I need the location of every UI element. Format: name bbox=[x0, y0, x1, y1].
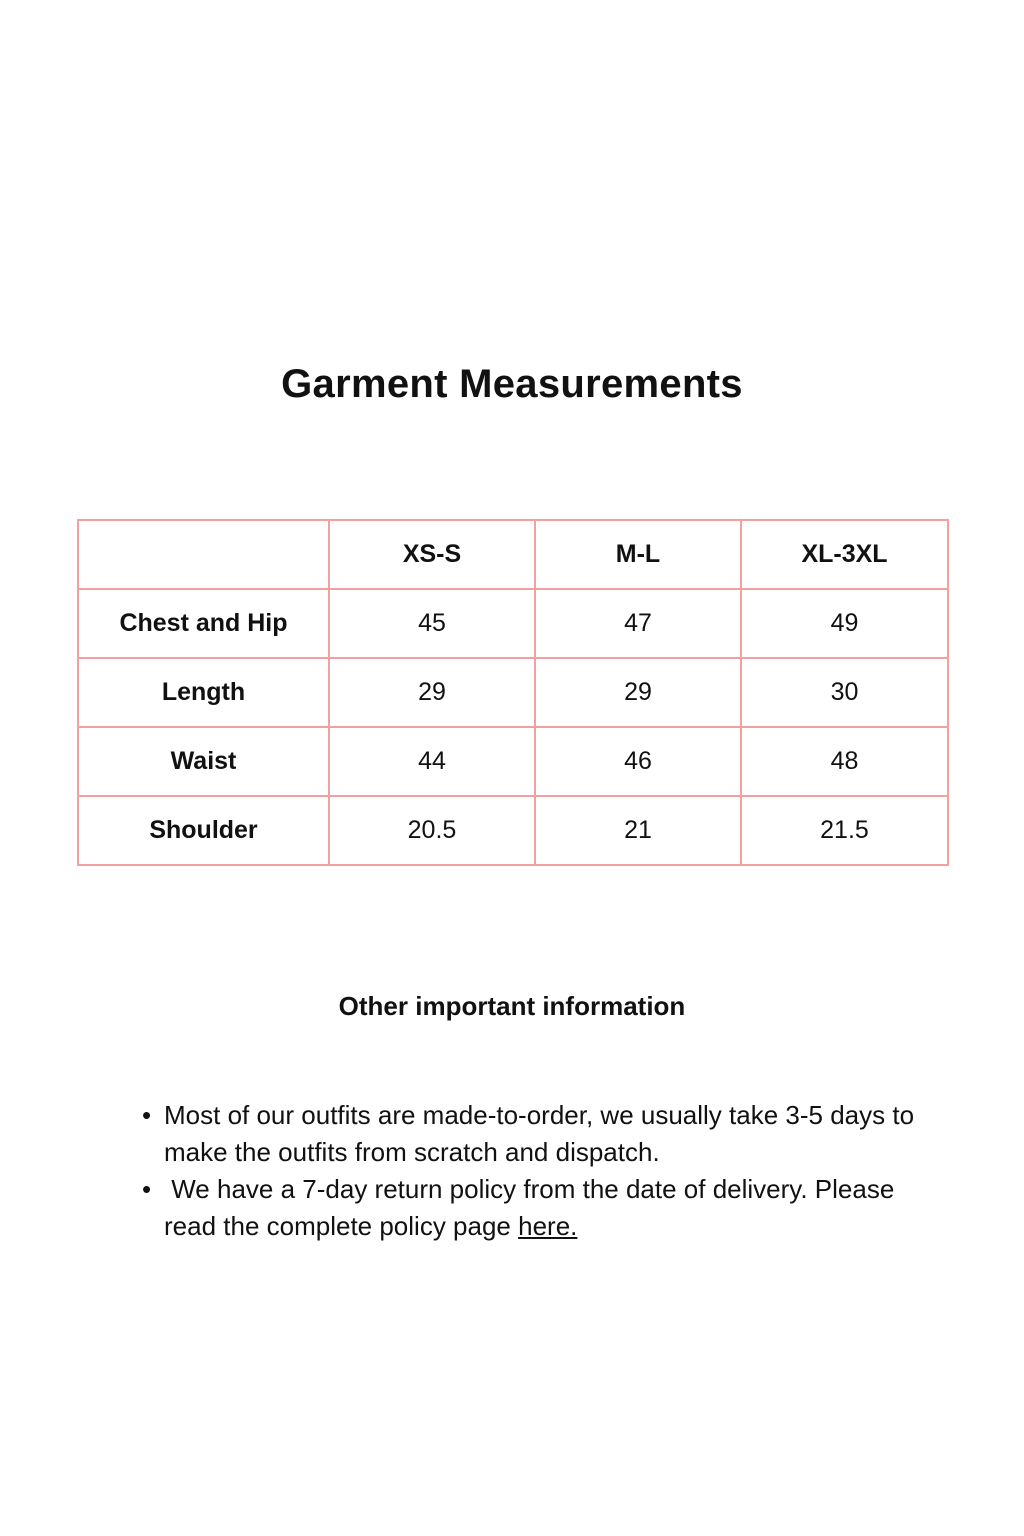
table-cell: 48 bbox=[741, 727, 948, 796]
table-cell: 21.5 bbox=[741, 796, 948, 865]
info-item-text: We have a 7-day return policy from the date of delivery. Please read the complete policy page bbox=[164, 1174, 902, 1241]
table-row bbox=[78, 727, 948, 796]
table-row bbox=[78, 658, 948, 727]
list-item bbox=[142, 1097, 924, 1171]
header-empty-cell bbox=[78, 520, 329, 589]
bullet-icon: • bbox=[142, 1100, 152, 1130]
table-header-row bbox=[78, 520, 948, 589]
row-label-length: Length bbox=[78, 658, 329, 727]
table-cell: 29 bbox=[535, 658, 741, 727]
table-cell: 20.5 bbox=[329, 796, 535, 865]
measurements-table bbox=[77, 519, 949, 866]
table-cell: 44 bbox=[329, 727, 535, 796]
row-label-waist: Waist bbox=[78, 727, 329, 796]
header-size-m-l: M-L bbox=[535, 520, 741, 589]
table-row bbox=[78, 796, 948, 865]
table-cell: 29 bbox=[329, 658, 535, 727]
info-item-text: Most of our outfits are made-to-order, we usually take 3-5 days to make the outfits from scratch and dispatch. bbox=[164, 1100, 915, 1167]
table-cell: 30 bbox=[741, 658, 948, 727]
table-cell: 47 bbox=[535, 589, 741, 658]
bullet-icon: • bbox=[142, 1174, 152, 1204]
info-heading: Other important information bbox=[338, 991, 686, 1021]
row-label-shoulder: Shoulder bbox=[78, 796, 329, 865]
table-cell: 21 bbox=[535, 796, 741, 865]
info-list bbox=[142, 1097, 924, 1245]
list-item bbox=[142, 1171, 924, 1245]
header-size-xs-s: XS-S bbox=[329, 520, 535, 589]
header-size-xl-3xl: XL-3XL bbox=[741, 520, 948, 589]
policy-page-link[interactable]: here. bbox=[518, 1211, 578, 1241]
table-cell: 46 bbox=[535, 727, 741, 796]
row-label-chest-and-hip: Chest and Hip bbox=[78, 589, 329, 658]
table-cell: 45 bbox=[329, 589, 535, 658]
table-cell: 49 bbox=[741, 589, 948, 658]
page-title: Garment Measurements bbox=[281, 362, 743, 406]
table-row bbox=[78, 589, 948, 658]
